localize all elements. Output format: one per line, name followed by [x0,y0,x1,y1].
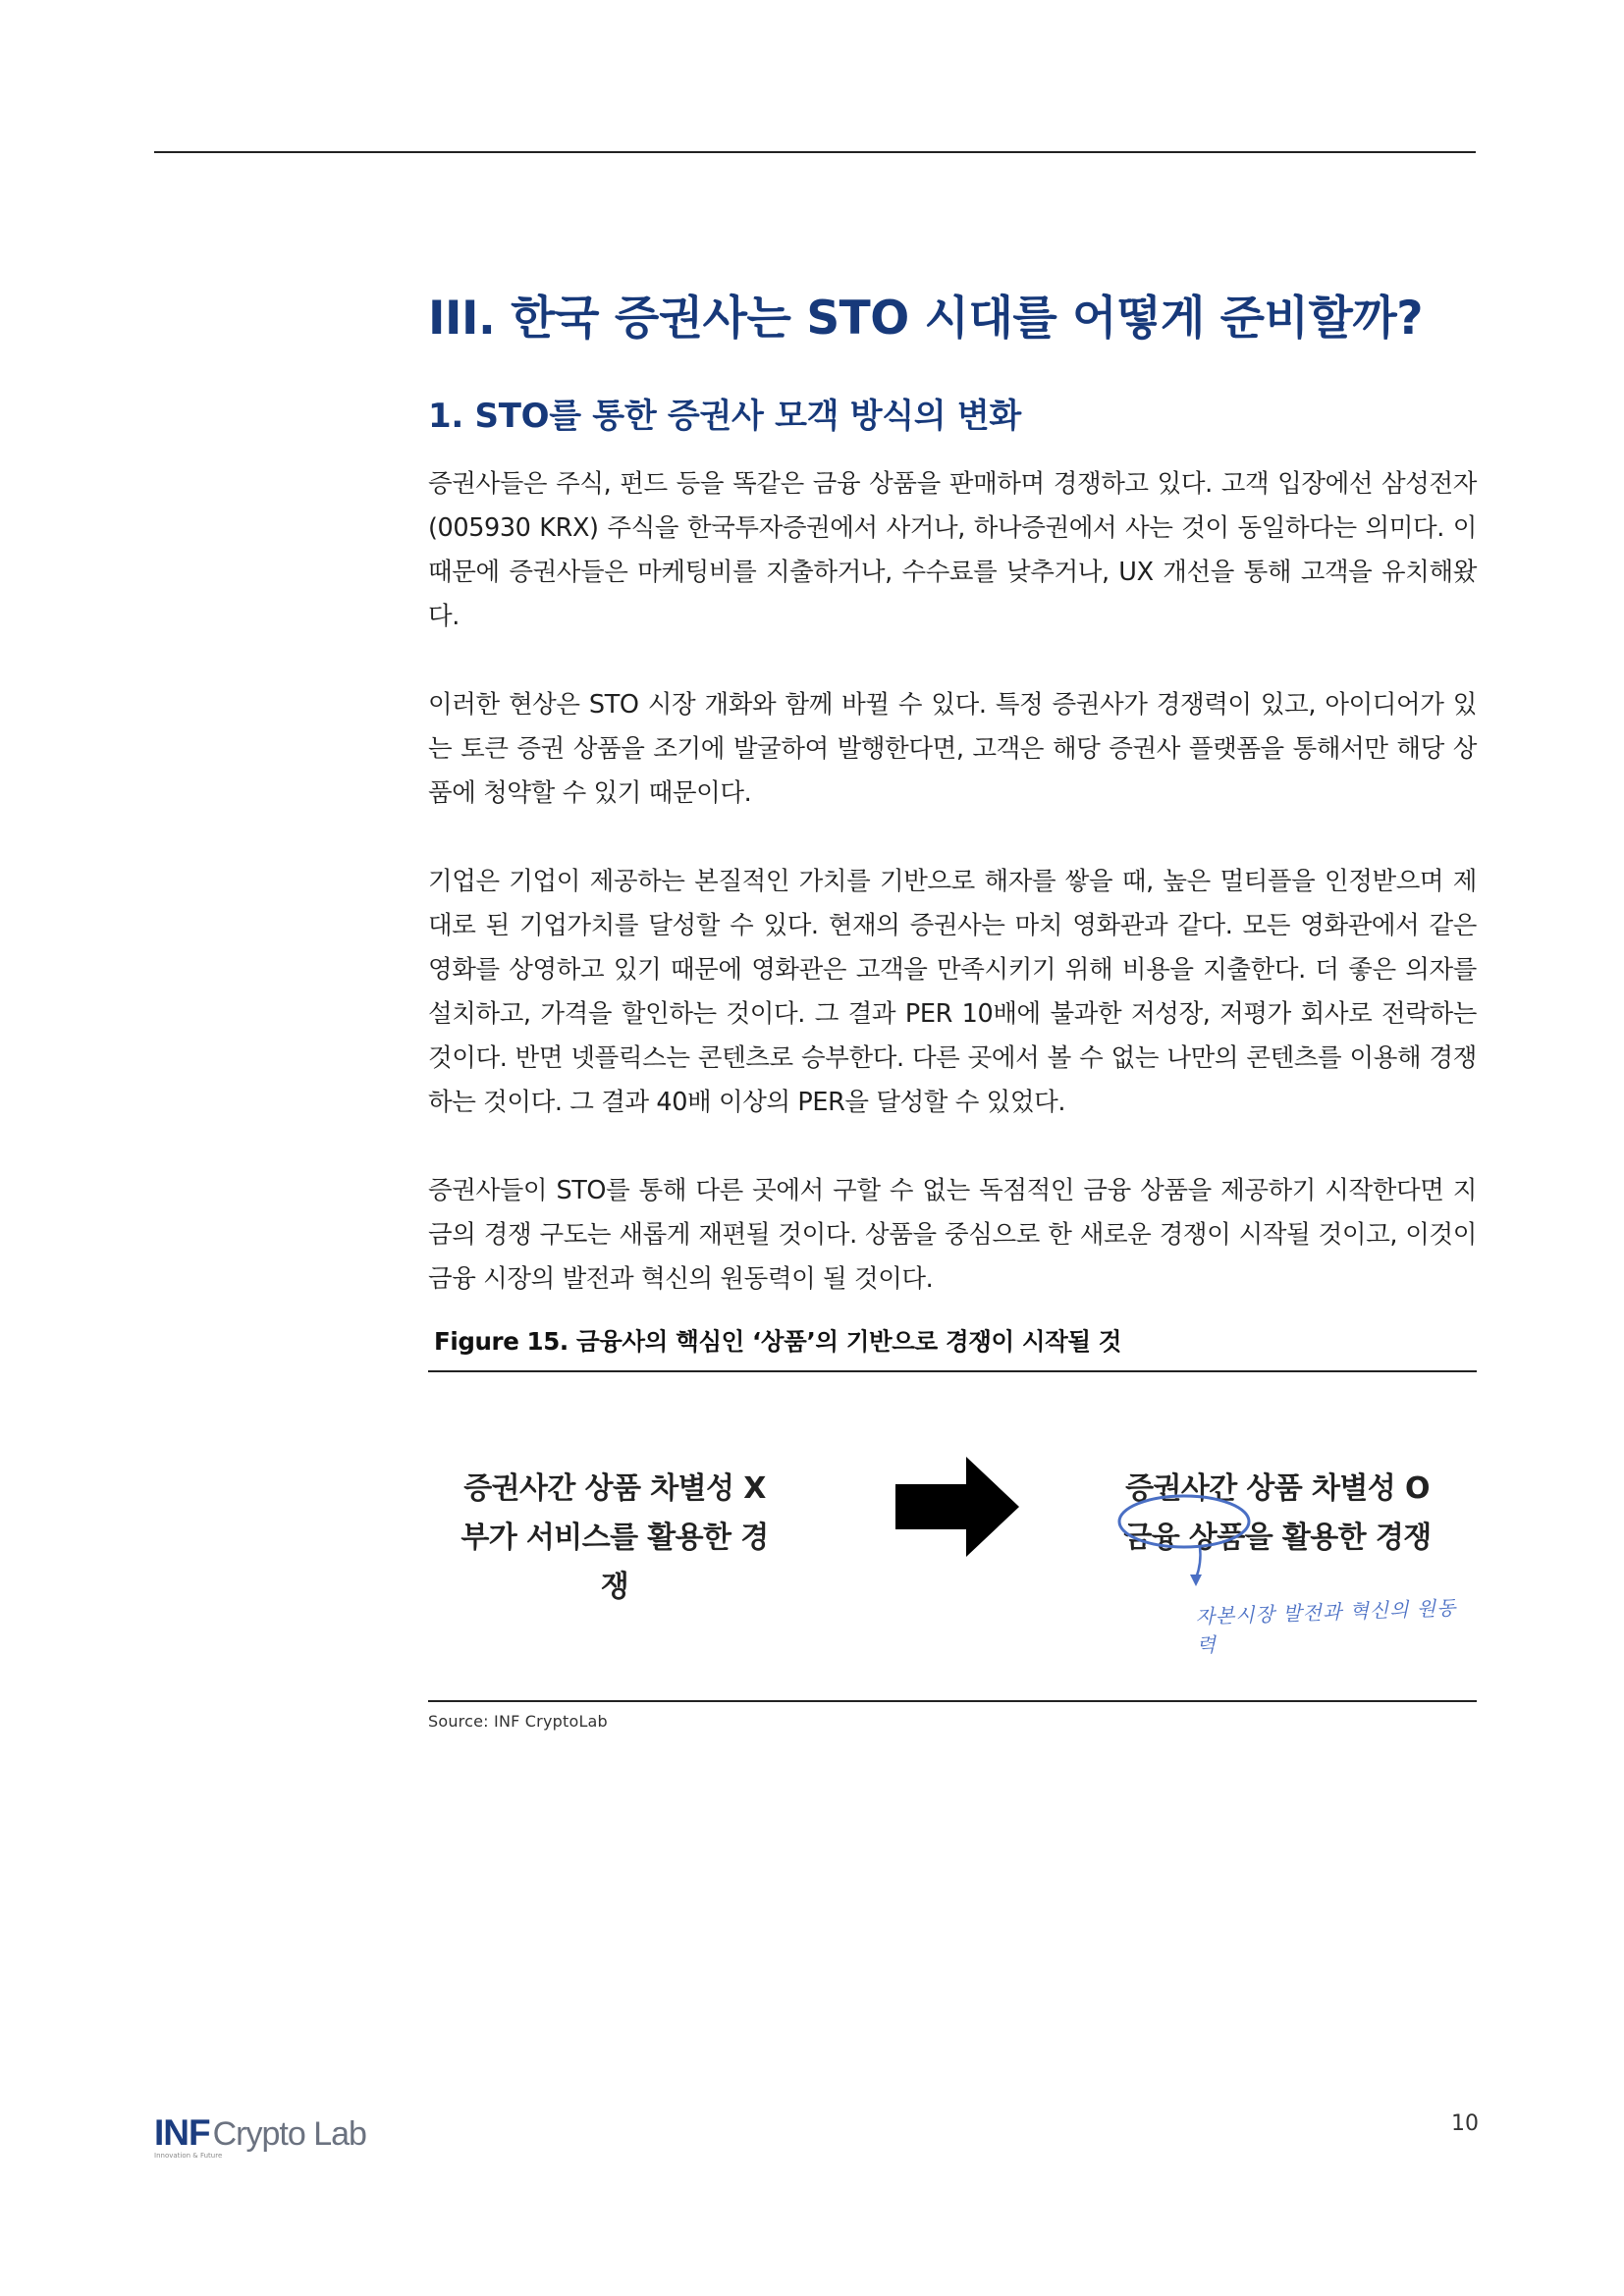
figure-title: Figure 15. 금융사의 핵심인 ‘상품’의 기반으로 경쟁이 시작될 것 [434,1327,1122,1356]
right-arrow-icon [895,1457,1019,1557]
paragraph-3: 기업은 기업이 제공하는 본질적인 가치를 기반으로 해자를 쌓을 때, 높은 멀티플을 인정받으며 제대로 된 기업가치를 달성할 수 있다. 현재의 증권사는 마치 영화관과 같다. 모든 영화관에서 같은 영화를 상영하고 있기 때문에 영화관은 고객을 만족시키기 위해 비용을 지출한다. 더 좋은 의자를 설치하고, 가격을 할인하는 것이다. 그 결과 PER 10배에 불과한 저성장, 저평가 회사로 전락하는 것이다. 반면 넷플릭스는 콘텐츠로 승부한다. 다른 곳에서 볼 수 없는 나만의 콘텐츠를 이용해 경쟁하는 것이다. 그 결과 40배 이상의 PER을 달성할 수 있었다. [428,867,1477,1117]
page-number: 10 [1451,2111,1479,2136]
before-text [448,1465,782,1612]
figure-diagram [428,1372,1477,1700]
figure-source: Source: INF CryptoLab [428,1712,608,1731]
circled-keyword: 금융 상품 [1123,1521,1245,1555]
company-logo [154,2112,366,2162]
paragraph-4: 증권사들이 STO를 통해 다른 곳에서 구할 수 없는 독점적인 금융 상품을 제공하기 시작한다면 지금의 경쟁 구도는 새롭게 재편될 것이다. 상품을 중심으로 한 새로운 경쟁이 시작될 것이고, 이것이 금융 시장의 발전과 혁신의 원동력이 될 것이다. [428,1176,1477,1294]
before-line-2: 부가 서비스를 활용한 경쟁 [460,1521,769,1604]
highlight-circle-icon [1115,1490,1253,1594]
subsection-title: 1. STO를 통한 증권사 모객 방식의 변화 [428,397,1021,436]
paragraph-2: 이러한 현상은 STO 시장 개화와 함께 바뀔 수 있다. 특정 증권사가 경쟁력이 있고, 아이디어가 있는 토큰 증권 상품을 조기에 발굴하여 발행한다면, 고객은 해당 증권사 플랫폼을 통해서만 해당 상품에 청약할 수 있기 때문이다. [428,690,1477,808]
logo-tagline: Innovation & Future [154,2152,223,2160]
main-content [428,285,1477,1731]
after-line-1: 증권사간 상품 차별성 O [1125,1471,1430,1506]
after-line-2-rest: 을 활용한 경쟁 [1244,1521,1432,1555]
section-title: III. 한국 증권사는 STO 시대를 어떻게 준비할까? [428,292,1424,346]
before-line-1: 증권사간 상품 차별성 X [463,1471,766,1506]
body-paragraphs [428,462,1477,1302]
logo-inf: INF [154,2112,210,2153]
logo-name: Crypto Lab [212,2115,366,2153]
figure-bottom-rule [428,1700,1477,1702]
handwritten-note: 자본시장 발전과 혁신의 원동력 [1195,1595,1457,1657]
header-rule [154,151,1476,153]
paragraph-1: 증권사들은 주식, 펀드 등을 똑같은 금융 상품을 판매하며 경쟁하고 있다. 고객 입장에선 삼성전자(005930 KRX) 주식을 한국투자증권에서 사거나, 하나증권에서 사는 것이 동일하다는 의미다. 이 때문에 증권사들은 마케팅비를 지출하거나, 수수료를 낮추거나, UX 개선을 통해 고객을 유치해왔다. [428,469,1477,631]
